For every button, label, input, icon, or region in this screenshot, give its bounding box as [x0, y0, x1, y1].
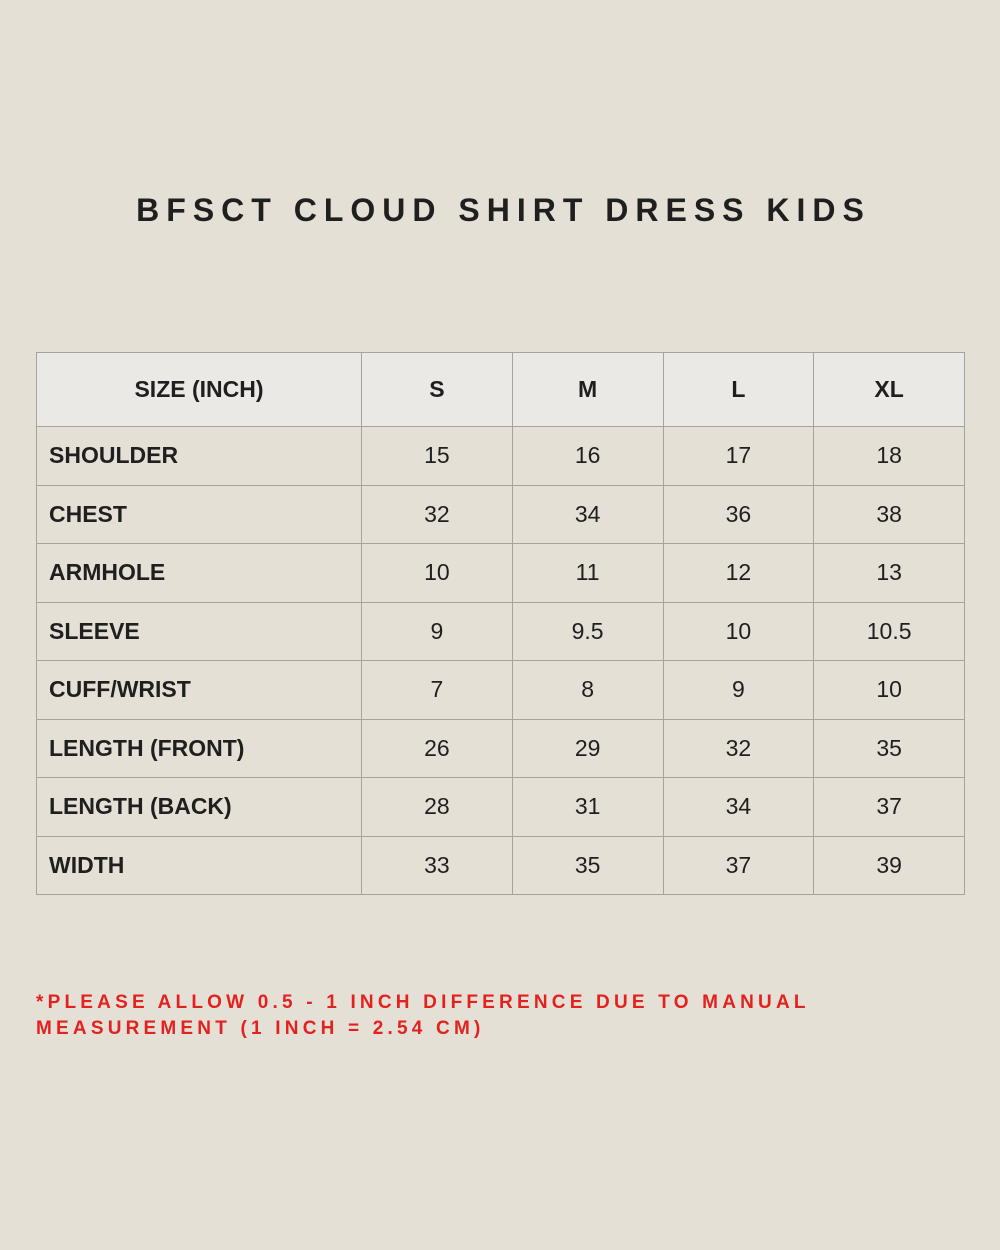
table-cell: 38: [814, 485, 965, 544]
note-line-1: *PLEASE ALLOW 0.5 - 1 INCH DIFFERENCE DUE TO MANUAL: [36, 992, 810, 1013]
header-size-s: S: [362, 353, 513, 427]
row-label: CUFF/WRIST: [37, 661, 362, 720]
table-cell: 12: [663, 544, 814, 603]
table-cell: 37: [814, 778, 965, 837]
row-label: WIDTH: [37, 836, 362, 895]
table-row: [37, 719, 965, 778]
header-size-l: L: [663, 353, 814, 427]
row-label: LENGTH (FRONT): [37, 719, 362, 778]
table-row: [37, 485, 965, 544]
table-cell: 15: [362, 427, 513, 486]
table-cell: 35: [814, 719, 965, 778]
table-cell: 16: [512, 427, 663, 486]
table-cell: 17: [663, 427, 814, 486]
table-row: [37, 427, 965, 486]
row-label: SHOULDER: [37, 427, 362, 486]
measurement-note: [36, 990, 936, 1042]
table-cell: 9: [362, 602, 513, 661]
table-cell: 10: [663, 602, 814, 661]
table-cell: 37: [663, 836, 814, 895]
row-label: CHEST: [37, 485, 362, 544]
size-chart-table: [36, 352, 965, 895]
table-header-row: [37, 353, 965, 427]
table-cell: 31: [512, 778, 663, 837]
table-cell: 8: [512, 661, 663, 720]
table-row: [37, 661, 965, 720]
table-row: [37, 778, 965, 837]
table-cell: 10.5: [814, 602, 965, 661]
table-row: [37, 544, 965, 603]
note-line-2: MEASUREMENT (1 INCH = 2.54 CM): [36, 1018, 485, 1039]
page-title: BFSCT CLOUD SHIRT DRESS KIDS: [136, 192, 871, 228]
table-cell: 34: [663, 778, 814, 837]
table-cell: 11: [512, 544, 663, 603]
header-size-inch: SIZE (INCH): [37, 353, 362, 427]
table-row: [37, 836, 965, 895]
table-cell: 10: [362, 544, 513, 603]
table-cell: 32: [362, 485, 513, 544]
table-cell: 35: [512, 836, 663, 895]
table-cell: 29: [512, 719, 663, 778]
table-row: [37, 602, 965, 661]
table-cell: 33: [362, 836, 513, 895]
row-label: LENGTH (BACK): [37, 778, 362, 837]
header-size-m: M: [512, 353, 663, 427]
table-cell: 39: [814, 836, 965, 895]
row-label: ARMHOLE: [37, 544, 362, 603]
row-label: SLEEVE: [37, 602, 362, 661]
table-cell: 36: [663, 485, 814, 544]
table-cell: 26: [362, 719, 513, 778]
table-cell: 13: [814, 544, 965, 603]
table-cell: 34: [512, 485, 663, 544]
table-cell: 18: [814, 427, 965, 486]
table-cell: 9: [663, 661, 814, 720]
table-cell: 9.5: [512, 602, 663, 661]
table-cell: 10: [814, 661, 965, 720]
table-cell: 32: [663, 719, 814, 778]
table-cell: 28: [362, 778, 513, 837]
header-size-xl: XL: [814, 353, 965, 427]
table-cell: 7: [362, 661, 513, 720]
